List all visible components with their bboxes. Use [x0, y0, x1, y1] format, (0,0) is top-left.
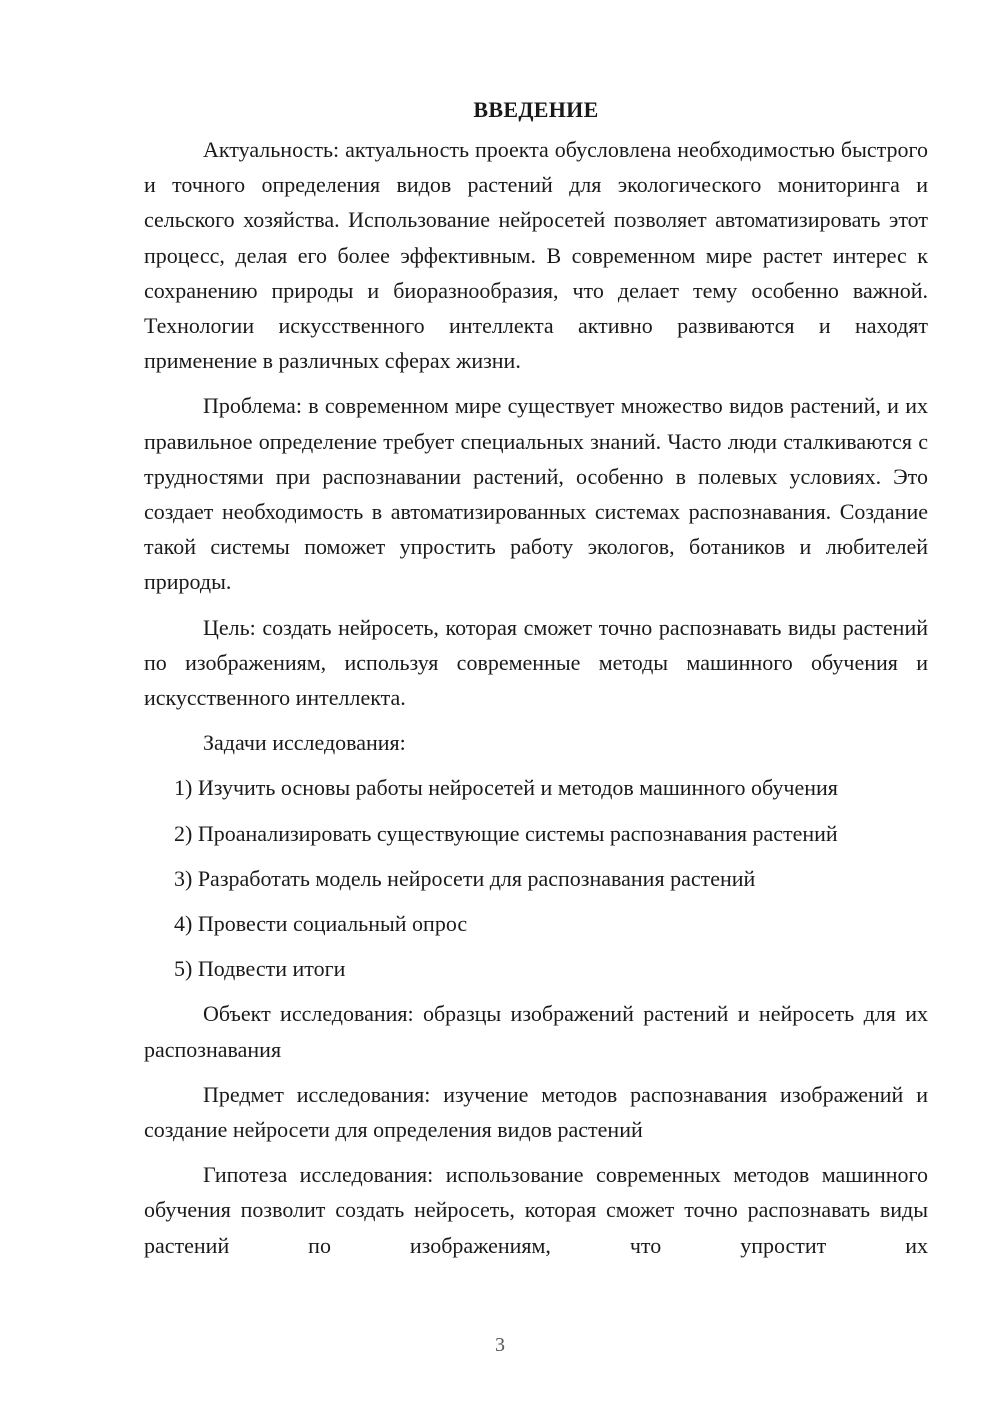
- paragraph-problem: Проблема: в современном мире существует множество видов растений, и их правильное определение требует специальных знаний. Часто люди сталкиваются с трудностями при распознавании растений, особенно в полевых условиях. Это создает необходимость в автоматизированных системах распознавания. Создание такой системы поможет упростить работу экологов, ботаников и любителей природы.: [144, 393, 928, 595]
- paragraph-relevance: Актуальность: актуальность проекта обусловлена необходимостью быстрого и точного определения видов растений для экологического мониторинга и сельского хозяйства. Использование нейросетей позволяет автоматизировать этот процесс, делая его более эффективным. В современном мире растет интерес к сохранению природы и биоразнообразия, что делает тему особенно важной. Технологии искусственного интеллекта активно развиваются и находят применение в различных сферах жизни.: [144, 137, 928, 374]
- paragraph-goal: Цель: создать нейросеть, которая сможет точно распознавать виды растений по изображениям, используя современные методы машинного обучения и искусственного интеллекта.: [144, 614, 928, 711]
- page-number: 3: [495, 1334, 505, 1356]
- task-item: 1) Изучить основы работы нейросетей и методов машинного обучения: [174, 775, 838, 801]
- page-content: [144, 92, 928, 1273]
- tasks-list: [144, 770, 928, 986]
- task-item: 3) Разработать модель нейросети для распознавания растений: [174, 865, 756, 891]
- tasks-heading: Задачи исследования:: [203, 730, 406, 756]
- paragraph-subject: Предмет исследования: изучение методов распознавания изображений и создание нейросети для определения видов растений: [144, 1081, 928, 1143]
- task-item: 4) Провести социальный опрос: [174, 911, 468, 937]
- paragraph-hypothesis: Гипотеза исследования: использование современных методов машинного обучения позволит создать нейросеть, которая сможет точно распознавать виды растений по изображениям, что упростит их: [144, 1162, 928, 1258]
- task-item: 5) Подвести итоги: [174, 956, 346, 982]
- section-title: ВВЕДЕНИЕ: [473, 97, 599, 122]
- task-item: 2) Проанализировать существующие системы распознавания растений: [174, 820, 838, 846]
- paragraph-object: Объект исследования: образцы изображений растений и нейросеть для их распознавания: [144, 1001, 928, 1062]
